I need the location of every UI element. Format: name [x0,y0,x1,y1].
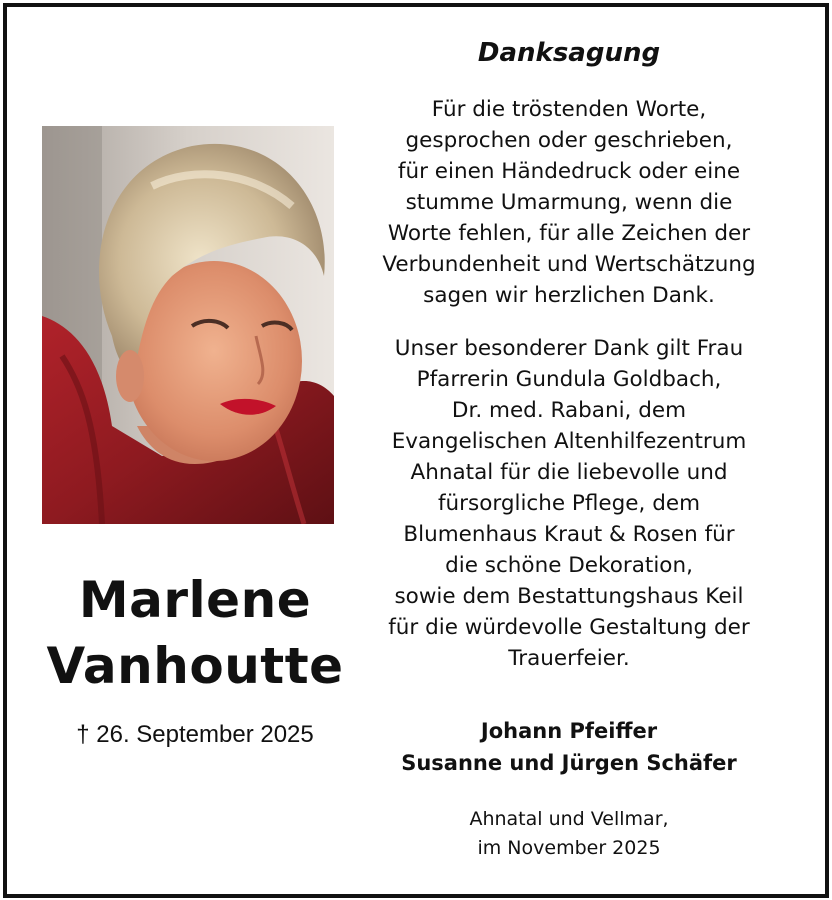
date-line: im November 2025 [477,837,661,859]
text-line: fürsorgliche Pflege, dem [437,491,701,516]
signer-name: Susanne und Jürgen Schäfer [401,751,737,775]
text-line: für die würdevolle Gestaltung der [388,615,750,640]
text-line: die schöne Dekoration, [445,553,693,578]
place-and-date [345,805,793,863]
thanks-paragraph [345,94,793,311]
text-line: stumme Umarmung, wenn die [405,190,733,215]
signers [345,715,793,779]
text-line: für einen Händedruck oder eine [397,159,741,184]
text-line: sowie dem Bestattungshaus Keil [394,584,744,609]
text-line: Unser besonderer Dank gilt Frau [394,336,744,361]
text-line: Dr. med. Rabani, dem [451,398,687,423]
text-line: Ahnatal für die liebevolle und [410,460,728,485]
signer-name: Johann Pfeiffer [480,719,658,743]
text-line: sagen wir herzlichen Dank. [423,283,715,308]
text-line: gesprochen oder geschrieben, [405,128,733,153]
text-line: Trauerfeier. [508,646,630,671]
portrait-photo [42,126,334,524]
special-thanks-paragraph [345,333,793,674]
place-line: Ahnatal und Vellmar, [469,808,669,830]
first-name: Marlene [78,571,312,629]
death-date: † 26. September 2025 [76,721,314,748]
text-line: Pfarrerin Gundula Goldbach, [416,367,722,392]
text-line: Blumenhaus Kraut & Rosen für [403,522,735,547]
text-line: Evangelischen Altenhilfezentrum [391,429,747,454]
text-line: Worte fehlen, für alle Zeichen der [387,221,751,246]
notice-heading: Danksagung [477,38,661,68]
text-line: Für die tröstenden Worte, [431,97,707,122]
last-name: Vanhoutte [46,637,344,695]
text-line: Verbundenheit und Wertschätzung [382,252,756,277]
